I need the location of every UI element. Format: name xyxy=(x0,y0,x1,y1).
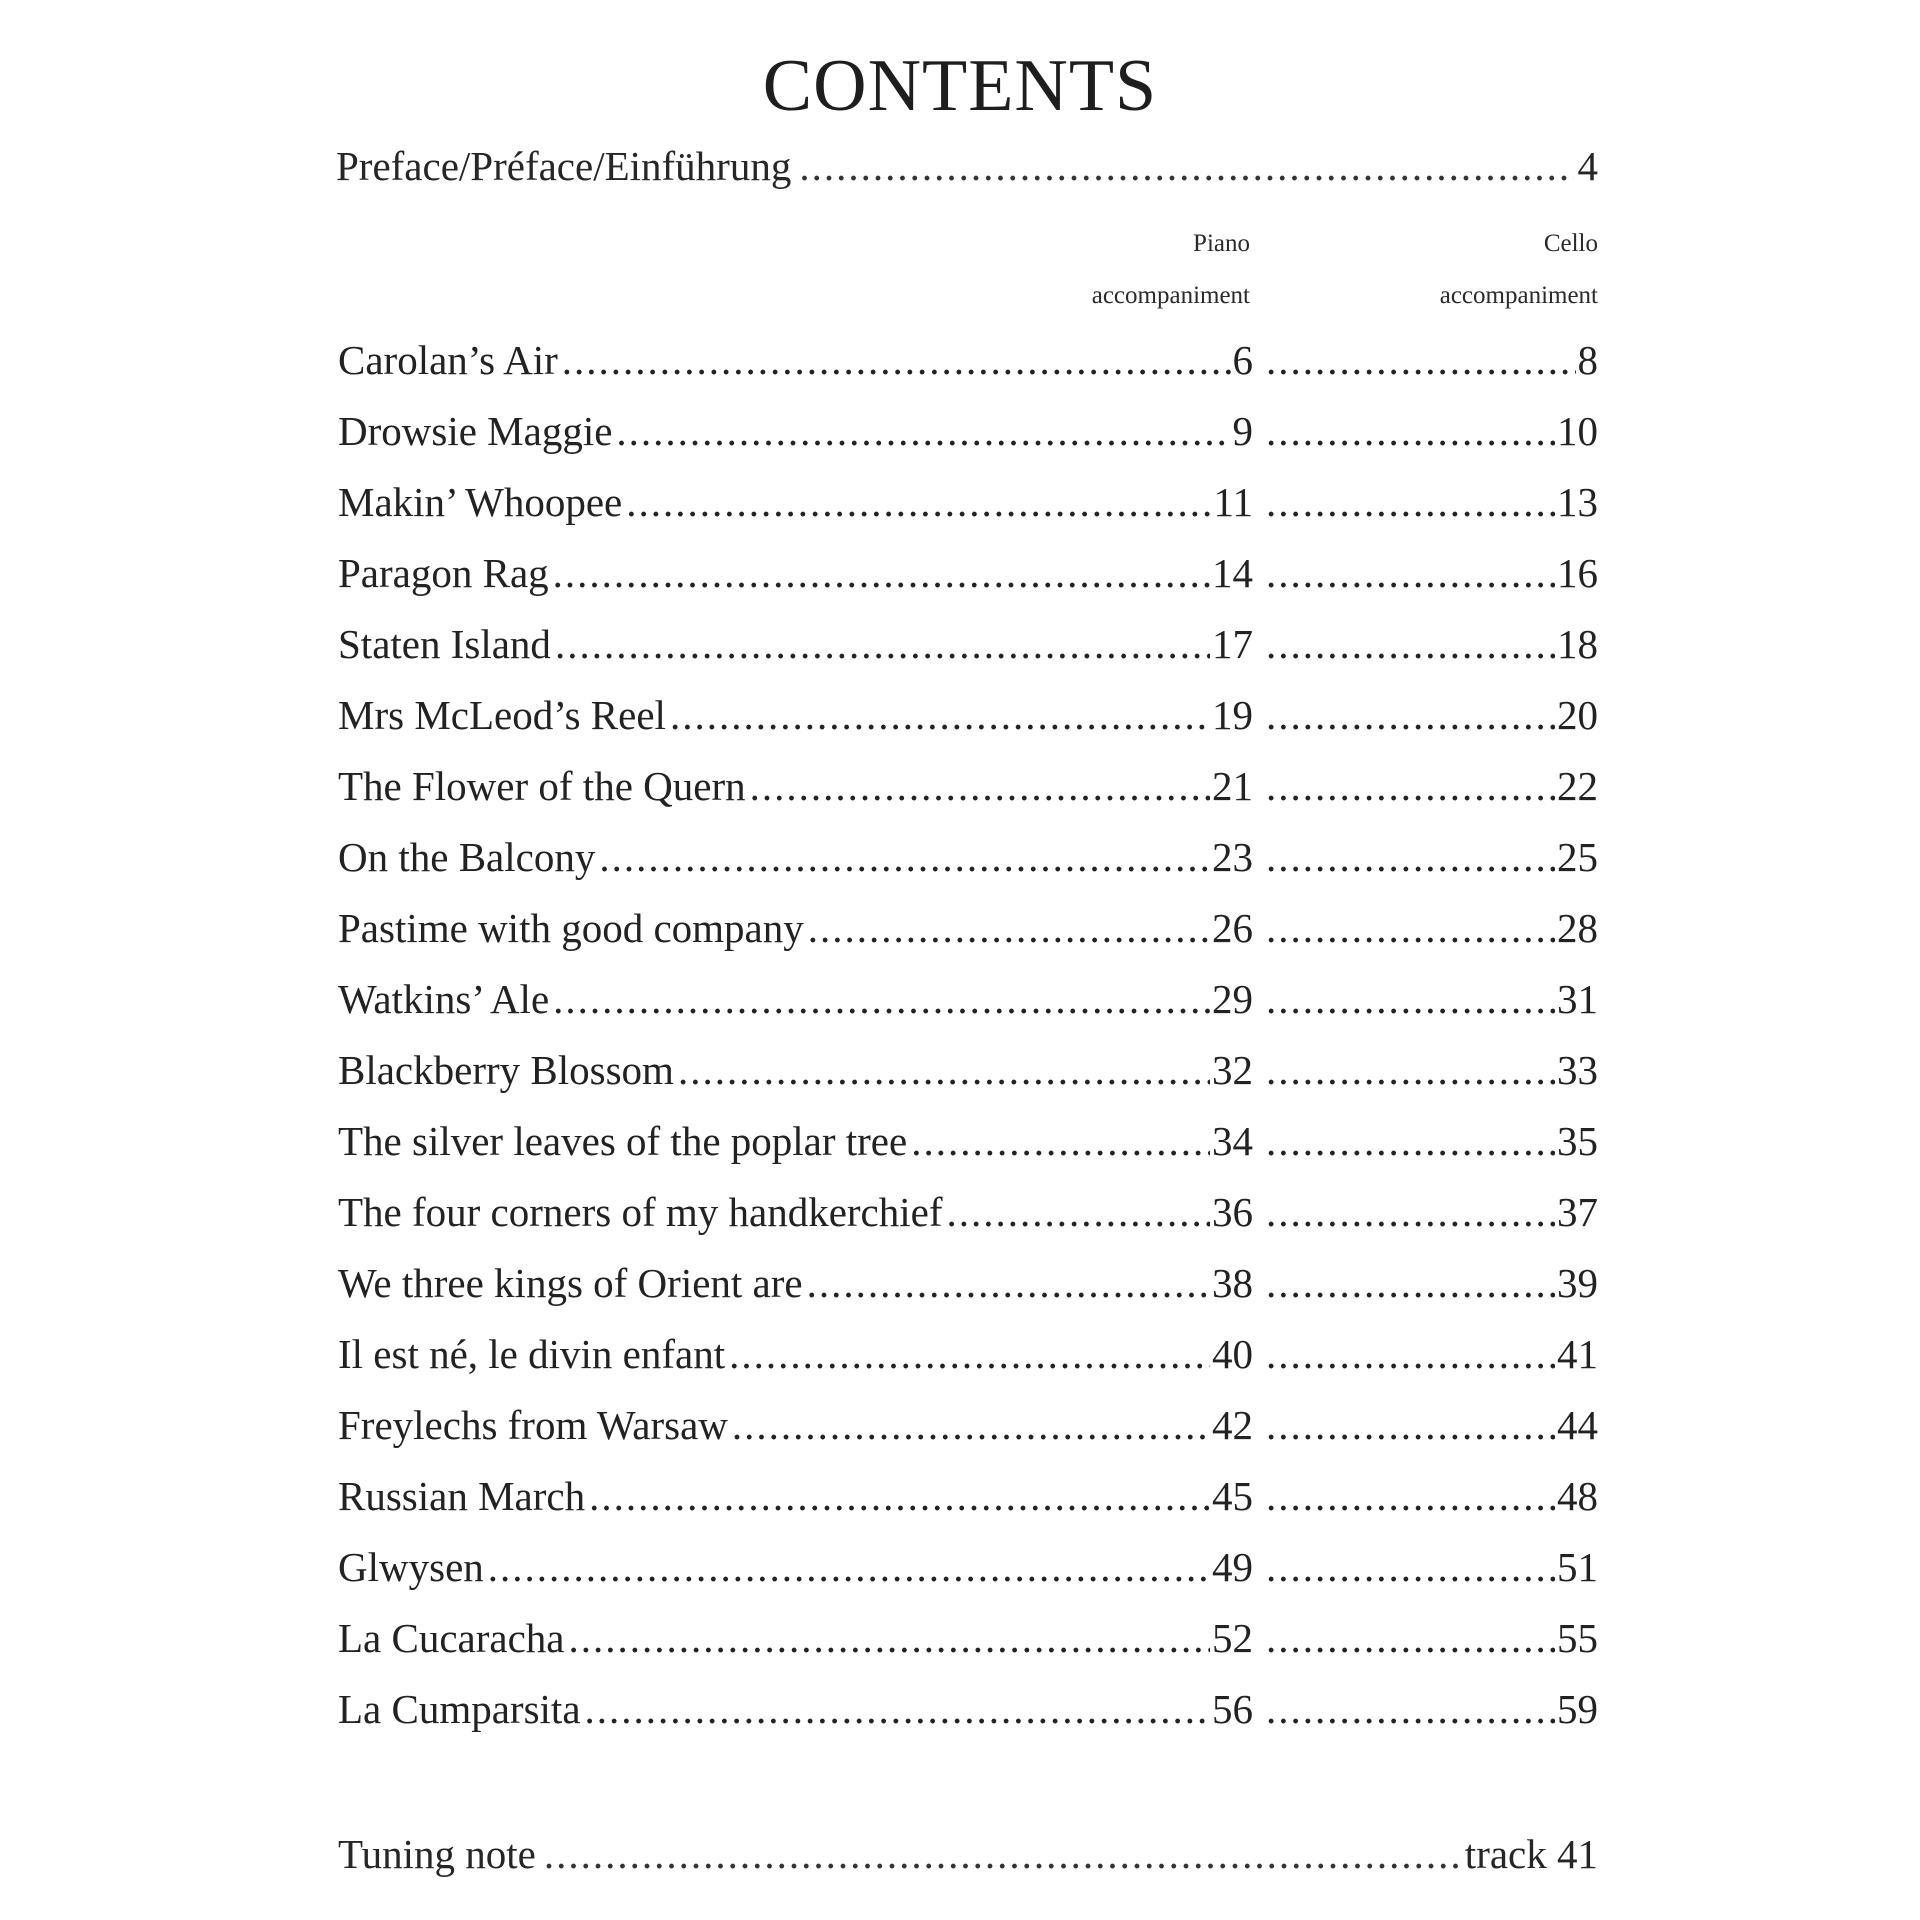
dot-leader xyxy=(1266,407,1555,455)
cello-page-number: 31 xyxy=(1557,976,1598,1022)
contents-entry xyxy=(338,336,1598,396)
dot-leader xyxy=(732,1401,1210,1449)
contents-entry xyxy=(338,1330,1598,1390)
contents-entry xyxy=(338,1472,1598,1532)
cello-page-number: 18 xyxy=(1557,621,1598,667)
entry-cello-part xyxy=(1266,1330,1598,1378)
dot-leader xyxy=(911,1117,1210,1165)
entry-piano-part xyxy=(338,1543,1253,1591)
dot-leader xyxy=(1266,478,1555,526)
contents-entry xyxy=(338,620,1598,680)
piano-page-number: 23 xyxy=(1212,834,1253,880)
dot-leader xyxy=(589,1472,1210,1520)
dot-leader xyxy=(1266,1046,1555,1094)
dot-leader xyxy=(1266,691,1555,739)
dot-leader xyxy=(599,833,1210,881)
entry-title: We three kings of Orient are xyxy=(338,1260,803,1306)
entry-cello-part xyxy=(1266,833,1598,881)
cello-header-line-2: accompaniment xyxy=(1439,282,1598,309)
entry-title: La Cumparsita xyxy=(338,1686,581,1732)
cello-page-number: 48 xyxy=(1557,1473,1598,1519)
page-title: CONTENTS xyxy=(762,45,1158,127)
entry-title: Carolan’s Air xyxy=(338,337,558,383)
entry-title: The four corners of my handkerchief xyxy=(338,1189,943,1235)
entry-cello-part xyxy=(1266,1117,1598,1165)
cello-page-number: 51 xyxy=(1557,1544,1598,1590)
cello-page-number: 28 xyxy=(1557,905,1598,951)
piano-header-line-1: Piano xyxy=(1193,230,1250,257)
tuning-row xyxy=(338,1830,1598,1878)
piano-page-number: 9 xyxy=(1232,408,1253,454)
cello-page-number: 37 xyxy=(1557,1189,1598,1235)
entry-piano-part xyxy=(338,407,1253,455)
cello-page-number: 55 xyxy=(1557,1615,1598,1661)
dot-leader xyxy=(544,1830,1461,1878)
entry-title: Mrs McLeod’s Reel xyxy=(338,692,666,738)
entry-piano-part xyxy=(338,762,1253,810)
entry-title: Russian March xyxy=(338,1473,586,1519)
contents-entry xyxy=(338,1685,1598,1745)
entry-cello-part xyxy=(1266,1543,1598,1591)
entry-cello-part xyxy=(1266,1685,1598,1733)
cello-page-number: 22 xyxy=(1557,763,1598,809)
entry-cello-part xyxy=(1266,904,1598,952)
dot-leader xyxy=(1266,1259,1555,1307)
entry-title: Glwysen xyxy=(338,1544,484,1590)
piano-page-number: 6 xyxy=(1232,337,1253,383)
entry-cello-part xyxy=(1266,407,1598,455)
dot-leader xyxy=(1266,1401,1555,1449)
contents-entry xyxy=(338,478,1598,538)
entry-cello-part xyxy=(1266,1614,1598,1662)
dot-leader xyxy=(553,975,1210,1023)
tuning-value: track 41 xyxy=(1464,1831,1598,1877)
entry-cello-part xyxy=(1266,620,1598,668)
cello-page-number: 41 xyxy=(1557,1331,1598,1377)
entry-piano-part xyxy=(338,1401,1253,1449)
piano-page-number: 19 xyxy=(1212,692,1253,738)
entry-title: The Flower of the Quern xyxy=(338,763,746,809)
preface-label: Preface/Préface/Einführung xyxy=(336,143,792,189)
cello-column-header xyxy=(1340,218,1598,322)
dot-leader xyxy=(1266,762,1555,810)
entry-title: Staten Island xyxy=(338,621,551,667)
entry-cello-part xyxy=(1266,1046,1598,1094)
cello-page-number: 10 xyxy=(1557,408,1598,454)
entry-piano-part xyxy=(338,1685,1253,1733)
dot-leader xyxy=(1266,833,1555,881)
cello-header-line-1: Cello xyxy=(1543,230,1598,257)
contents-entry xyxy=(338,1117,1598,1177)
cello-page-number: 8 xyxy=(1577,337,1598,383)
dot-leader xyxy=(947,1188,1211,1236)
entry-piano-part xyxy=(338,620,1253,668)
entry-title: On the Balcony xyxy=(338,834,596,880)
dot-leader xyxy=(1266,904,1555,952)
dot-leader xyxy=(1266,1543,1555,1591)
contents-entry xyxy=(338,975,1598,1035)
entry-piano-part xyxy=(338,691,1253,739)
contents-entry xyxy=(338,549,1598,609)
cello-page-number: 59 xyxy=(1557,1686,1598,1732)
dot-leader xyxy=(555,620,1210,668)
entry-piano-part xyxy=(338,1472,1253,1520)
dot-leader xyxy=(585,1685,1210,1733)
entry-cello-part xyxy=(1266,478,1598,526)
cello-page-number: 16 xyxy=(1557,550,1598,596)
dot-leader xyxy=(670,691,1210,739)
entry-title: Paragon Rag xyxy=(338,550,549,596)
piano-page-number: 52 xyxy=(1212,1615,1253,1661)
entry-title: The silver leaves of the poplar tree xyxy=(338,1118,908,1164)
piano-page-number: 45 xyxy=(1212,1473,1253,1519)
entry-cello-part xyxy=(1266,691,1598,739)
dot-leader xyxy=(678,1046,1210,1094)
dot-leader xyxy=(1266,1685,1555,1733)
cello-page-number: 39 xyxy=(1557,1260,1598,1306)
piano-page-number: 21 xyxy=(1212,763,1253,809)
entry-title: La Cucaracha xyxy=(338,1615,565,1661)
dot-leader xyxy=(799,142,1573,190)
contents-entry xyxy=(338,1259,1598,1319)
entry-cello-part xyxy=(1266,1188,1598,1236)
dot-leader xyxy=(807,1259,1210,1307)
entry-piano-part xyxy=(338,1046,1253,1094)
entry-cello-part xyxy=(1266,1401,1598,1449)
contents-entry xyxy=(338,833,1598,893)
piano-header-line-2: accompaniment xyxy=(1091,282,1250,309)
dot-leader xyxy=(1266,1330,1555,1378)
entry-cello-part xyxy=(1266,762,1598,810)
preface-row xyxy=(336,142,1598,190)
dot-leader xyxy=(488,1543,1210,1591)
entry-cello-part xyxy=(1266,549,1598,597)
piano-page-number: 49 xyxy=(1212,1544,1253,1590)
piano-page-number: 29 xyxy=(1212,976,1253,1022)
dot-leader xyxy=(1266,549,1555,597)
piano-page-number: 38 xyxy=(1212,1260,1253,1306)
contents-entry xyxy=(338,1401,1598,1461)
piano-page-number: 56 xyxy=(1212,1686,1253,1732)
cello-page-number: 25 xyxy=(1557,834,1598,880)
contents-entry xyxy=(338,691,1598,751)
entry-piano-part xyxy=(338,1330,1253,1378)
piano-page-number: 26 xyxy=(1212,905,1253,951)
dot-leader xyxy=(750,762,1210,810)
piano-page-number: 11 xyxy=(1213,479,1253,525)
piano-column-header xyxy=(1000,218,1250,322)
dot-leader xyxy=(1266,1472,1555,1520)
entry-cello-part xyxy=(1266,336,1598,384)
piano-page-number: 40 xyxy=(1212,1331,1253,1377)
contents-entry xyxy=(338,1188,1598,1248)
dot-leader xyxy=(562,336,1231,384)
dot-leader xyxy=(1266,975,1555,1023)
contents-entry xyxy=(338,1543,1598,1603)
entry-title: Makin’ Whoopee xyxy=(338,479,623,525)
cello-page-number: 35 xyxy=(1557,1118,1598,1164)
preface-page: 4 xyxy=(1577,143,1598,189)
entry-title: Il est né, le divin enfant xyxy=(338,1331,726,1377)
entry-title: Watkins’ Ale xyxy=(338,976,550,1022)
piano-page-number: 36 xyxy=(1212,1189,1253,1235)
tuning-label: Tuning note xyxy=(338,1831,536,1877)
entry-piano-part xyxy=(338,904,1253,952)
entry-title: Drowsie Maggie xyxy=(338,408,613,454)
entry-piano-part xyxy=(338,1117,1253,1165)
dot-leader xyxy=(1266,1188,1555,1236)
piano-page-number: 42 xyxy=(1212,1402,1253,1448)
entry-piano-part xyxy=(338,1614,1253,1662)
piano-page-number: 17 xyxy=(1212,621,1253,667)
cello-page-number: 33 xyxy=(1557,1047,1598,1093)
entry-cello-part xyxy=(1266,1259,1598,1307)
cello-page-number: 44 xyxy=(1557,1402,1598,1448)
dot-leader xyxy=(1266,1117,1555,1165)
entry-piano-part xyxy=(338,975,1253,1023)
entry-title: Pastime with good company xyxy=(338,905,804,951)
entry-piano-part xyxy=(338,478,1253,526)
entry-cello-part xyxy=(1266,975,1598,1023)
dot-leader xyxy=(616,407,1230,455)
dot-leader xyxy=(1266,336,1576,384)
dot-leader xyxy=(553,549,1210,597)
entry-title: Freylechs from Warsaw xyxy=(338,1402,728,1448)
dot-leader xyxy=(626,478,1211,526)
entry-cello-part xyxy=(1266,1472,1598,1520)
dot-leader xyxy=(1266,620,1555,668)
cello-page-number: 20 xyxy=(1557,692,1598,738)
cello-page-number: 13 xyxy=(1557,479,1598,525)
entry-title: Blackberry Blossom xyxy=(338,1047,674,1093)
piano-page-number: 32 xyxy=(1212,1047,1253,1093)
entry-piano-part xyxy=(338,1188,1253,1236)
dot-leader xyxy=(808,904,1210,952)
entry-piano-part xyxy=(338,336,1253,384)
contents-entry xyxy=(338,1046,1598,1106)
entry-piano-part xyxy=(338,1259,1253,1307)
contents-entry xyxy=(338,904,1598,964)
dot-leader xyxy=(1266,1614,1555,1662)
entry-piano-part xyxy=(338,549,1253,597)
contents-entry xyxy=(338,762,1598,822)
contents-entry xyxy=(338,1614,1598,1674)
entry-piano-part xyxy=(338,833,1253,881)
piano-page-number: 34 xyxy=(1212,1118,1253,1164)
contents-entry xyxy=(338,407,1598,467)
dot-leader xyxy=(729,1330,1210,1378)
dot-leader xyxy=(568,1614,1210,1662)
piano-page-number: 14 xyxy=(1212,550,1253,596)
